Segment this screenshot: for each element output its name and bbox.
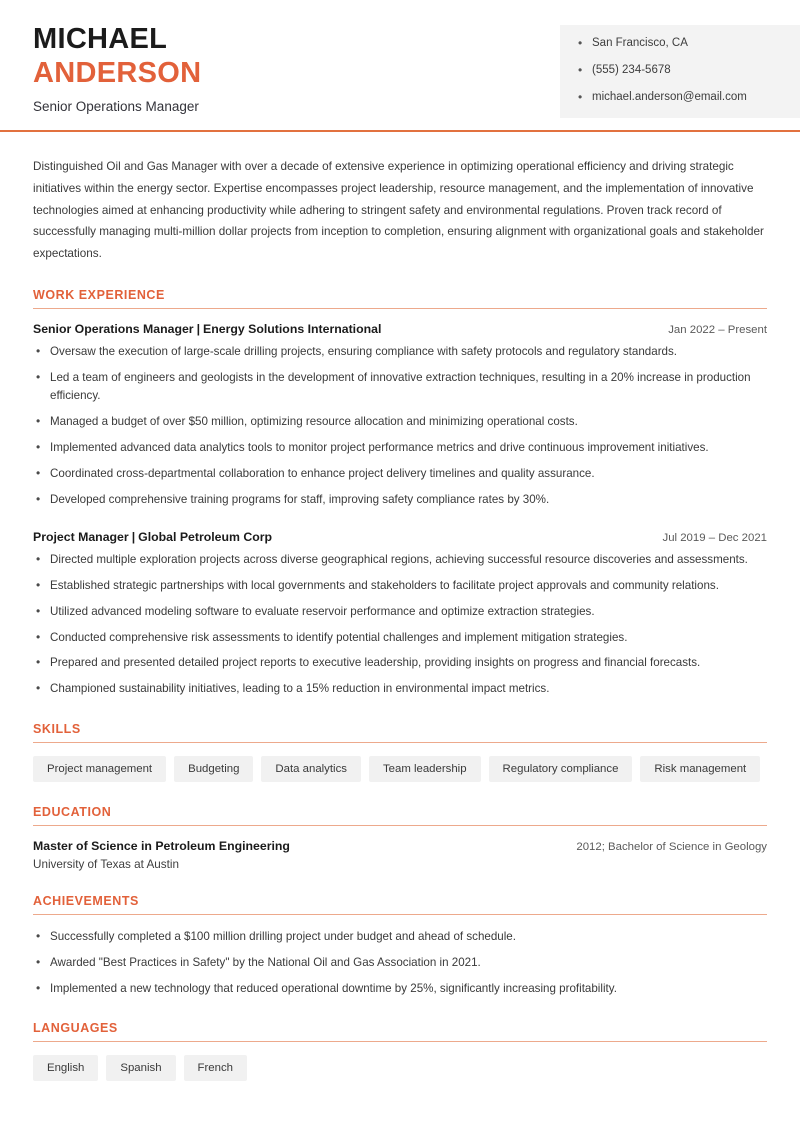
resume-content	[0, 156, 800, 1081]
last-name: ANDERSON	[33, 57, 202, 90]
experience-company: Global Petroleum Corp	[138, 530, 273, 545]
education-detail: 2012; Bachelor of Science in Geology	[576, 840, 767, 853]
experience-role: Senior Operations Manager	[33, 321, 194, 336]
experience-bullet: • Championed sustainability initiatives, leading to a 15% reduction in environmental impact metrics.	[33, 680, 767, 699]
section-education	[33, 805, 767, 871]
experience-bullet-list	[33, 551, 767, 699]
section-achievements	[33, 894, 767, 998]
experience-bullet: • Led a team of engineers and geologists in the development of innovative extraction techniques, resulting in a 20% increase in production efficiency.	[33, 369, 767, 407]
experience-bullet: • Oversaw the execution of large-scale drilling projects, ensuring compliance with safety protocols and regulatory standards.	[33, 343, 767, 362]
experience-title-line	[33, 530, 272, 544]
experience-bullet: • Conducted comprehensive risk assessments to identify potential challenges and implement mitigation strategies.	[33, 629, 767, 648]
experience-company: Energy Solutions International	[203, 321, 382, 336]
achievements-list	[33, 928, 767, 998]
skills-chip-list	[33, 756, 767, 782]
achievement-item: • Successfully completed a $100 million drilling project under budget and ahead of schedule.	[33, 928, 767, 947]
entry-spacer	[33, 516, 767, 530]
experience-bullet: • Managed a budget of over $50 million, optimizing resource allocation and minimizing operational costs.	[33, 413, 767, 432]
language-chip: Spanish	[106, 1055, 175, 1081]
section-title-work-experience: WORK EXPERIENCE	[33, 287, 165, 302]
section-languages	[33, 1021, 767, 1081]
experience-date: Jan 2022 – Present	[668, 323, 767, 336]
experience-bullet: • Established strategic partnerships with local governments and stakeholders to facilitate project approvals and community relations.	[33, 577, 767, 596]
experience-date: Jul 2019 – Dec 2021	[662, 532, 767, 545]
section-work-experience	[33, 288, 767, 699]
experience-bullet: • Coordinated cross-departmental collaboration to enhance project delivery timelines and quality assurance.	[33, 465, 767, 484]
contact-panel	[560, 25, 800, 118]
section-divider	[33, 914, 767, 915]
contact-email: • michael.anderson@email.com	[578, 91, 784, 105]
experience-bullet: • Prepared and presented detailed project reports to executive leadership, providing insights on progress and financial forecasts.	[33, 654, 767, 673]
experience-bullet: • Developed comprehensive training programs for staff, improving safety compliance rates by 30%.	[33, 491, 767, 510]
title-separator: |	[196, 321, 201, 336]
education-institution: University of Texas at Austin	[33, 857, 179, 871]
experience-bullet-list	[33, 343, 767, 509]
first-name: MICHAEL	[33, 23, 168, 55]
experience-entry-header	[33, 322, 767, 336]
contact-location: • San Francisco, CA	[578, 37, 784, 51]
experience-role: Project Manager	[33, 530, 129, 545]
education-degree: Master of Science in Petroleum Engineering	[33, 838, 290, 853]
section-divider	[33, 308, 767, 309]
section-divider	[33, 742, 767, 743]
header-job-title: Senior Operations Manager	[33, 99, 199, 115]
experience-bullet: • Utilized advanced modeling software to evaluate reservoir performance and optimize extraction strategies.	[33, 603, 767, 622]
skill-chip: Risk management	[640, 756, 760, 782]
section-title-education: EDUCATION	[33, 804, 112, 819]
education-entry	[33, 839, 767, 871]
experience-title-line	[33, 322, 381, 336]
experience-bullet: • Directed multiple exploration projects across diverse geographical regions, achieving successful resource discoveries and assessments.	[33, 551, 767, 570]
language-chip: English	[33, 1055, 98, 1081]
experience-entry-header	[33, 530, 767, 544]
contact-phone: • (555) 234-5678	[578, 64, 784, 78]
experience-bullet: • Implemented advanced data analytics tools to monitor project performance metrics and drive continuous improvement initiatives.	[33, 439, 767, 458]
professional-summary: Distinguished Oil and Gas Manager with over a decade of extensive experience in optimizing operational efficiency and driving strategic initiatives within the energy sector. Expertise encompasses project leadership, resource management, and the implementation of innovative technologies aimed at enhancing productivity while adhering to stringent safety and environmental regulations. Proven track record of successfully managing multi-million dollar projects from inception to completion, ensuring alignment with organizational goals and stakeholder expectations.	[33, 160, 764, 261]
section-skills	[33, 722, 767, 782]
skill-chip: Team leadership	[369, 756, 481, 782]
title-separator: |	[131, 530, 136, 545]
section-title-achievements: ACHIEVEMENTS	[33, 893, 139, 908]
experience-entry	[33, 322, 767, 509]
language-chip: French	[184, 1055, 247, 1081]
achievement-item: • Awarded "Best Practices in Safety" by the National Oil and Gas Association in 2021.	[33, 954, 767, 973]
skill-chip: Budgeting	[174, 756, 253, 782]
header-divider	[0, 130, 800, 132]
name-block	[33, 22, 201, 114]
resume-header	[0, 0, 800, 130]
skill-chip: Project management	[33, 756, 166, 782]
section-divider	[33, 1041, 767, 1042]
skill-chip: Data analytics	[261, 756, 361, 782]
section-divider	[33, 825, 767, 826]
experience-entry	[33, 530, 767, 699]
languages-chip-list	[33, 1055, 767, 1081]
skill-chip: Regulatory compliance	[489, 756, 633, 782]
achievement-item: • Implemented a new technology that reduced operational downtime by 25%, significantly increasing profitability.	[33, 980, 767, 999]
section-title-skills: SKILLS	[33, 721, 81, 736]
education-entry-header	[33, 839, 767, 853]
section-title-languages: LANGUAGES	[33, 1021, 118, 1036]
